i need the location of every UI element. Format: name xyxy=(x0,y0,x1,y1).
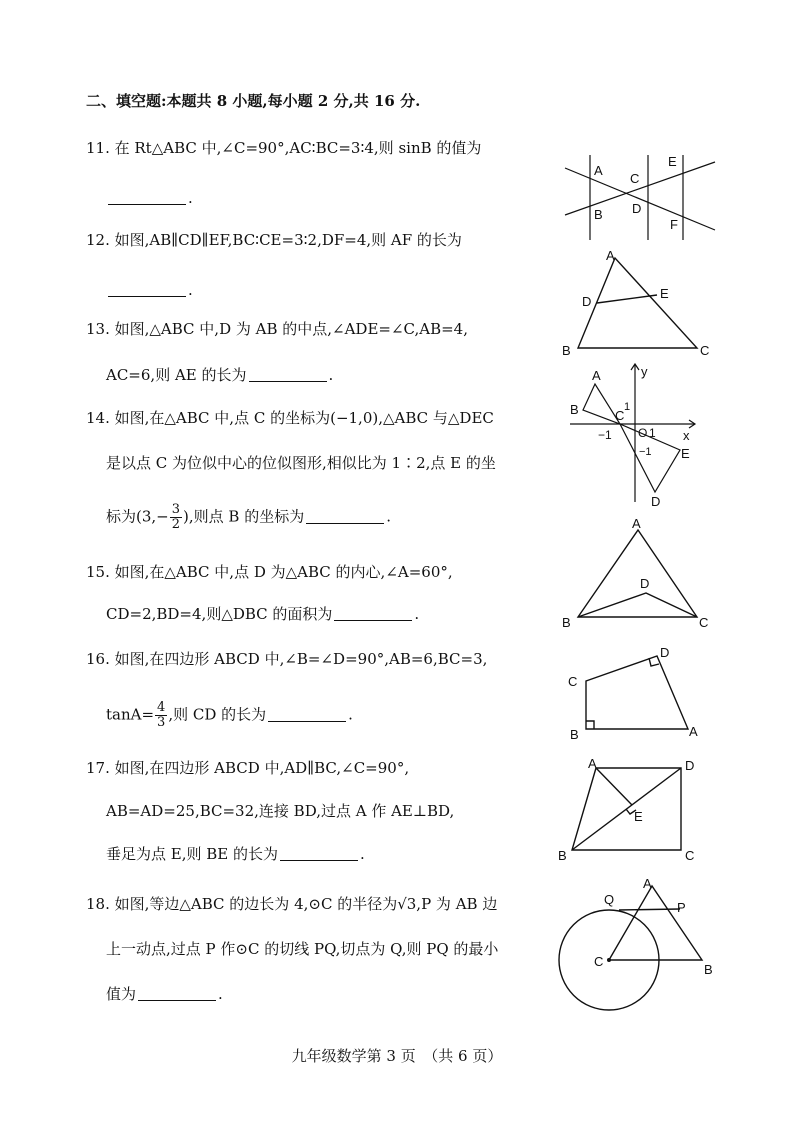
label-D: D xyxy=(632,201,642,216)
question-18-line1: 18. 如图,等边△ABC 的边长为 4,⊙C 的半径为√3,P 为 AB 边 xyxy=(86,895,498,913)
question-16-line1: 16. 如图,在四边形 ABCD 中,∠B=∠D=90°,AB=6,BC=3, xyxy=(86,650,488,668)
label-B: B xyxy=(594,207,603,222)
question-14-line3: 标为(3,− $\frac{3}{2}$ ),则点 B 的坐标为 . xyxy=(106,502,391,532)
label-D: D xyxy=(685,758,695,773)
tick-x-neg1: −1 xyxy=(598,428,612,442)
question-12-line1: 12. 如图,AB∥CD∥EF,BC∶CE=3∶2,DF=4,则 AF 的长为 xyxy=(86,231,462,249)
figure-circle-tangent xyxy=(552,872,732,1017)
question-15-line2: CD=2,BD=4,则△DBC 的面积为 . xyxy=(106,605,420,623)
question-16-line2: tanA= $\frac{4}{3}$ ,则 CD 的长为 . xyxy=(106,700,353,730)
label-C: C xyxy=(685,848,695,863)
label-F: F xyxy=(670,217,678,232)
fraction-four-thirds: $\frac{4}{3}$ xyxy=(157,700,166,730)
label-C: C xyxy=(700,343,710,358)
fraction-three-halves: $\frac{3}{2}$ xyxy=(171,502,181,532)
answer-blank-11[interactable] xyxy=(108,190,186,205)
label-A: A xyxy=(643,876,652,891)
label-E: E xyxy=(634,809,643,824)
label-E: E xyxy=(660,286,669,301)
axis-y-label: y xyxy=(641,364,648,379)
label-D: D xyxy=(651,494,661,509)
question-18-line3: 值为 . xyxy=(106,985,223,1003)
label-B: B xyxy=(570,727,579,742)
label-D: D xyxy=(660,645,670,660)
label-B: B xyxy=(562,343,571,358)
label-C: C xyxy=(699,615,709,630)
label-A: A xyxy=(588,756,597,771)
label-P: P xyxy=(677,900,686,915)
answer-blank-17[interactable] xyxy=(280,846,358,861)
tick-y-neg1: −1 xyxy=(639,446,652,458)
label-B: B xyxy=(704,962,713,977)
label-E: E xyxy=(681,446,690,461)
question-11-line2: . xyxy=(106,187,193,209)
label-B: B xyxy=(558,848,567,863)
axis-x-label: x xyxy=(683,428,690,443)
figure-coordinate-homothety xyxy=(565,362,710,510)
question-15-line1: 15. 如图,在△ABC 中,点 D 为△ABC 的内心,∠A=60°, xyxy=(86,563,453,581)
figure-quadrilateral-right-angles xyxy=(560,643,720,743)
section-title: 二、填空题:本题共 8 小题,每小题 2 分,共 16 分. xyxy=(86,92,421,110)
label-C: C xyxy=(615,408,625,423)
figure-right-trapezoid xyxy=(556,754,716,866)
question-11-line1: 11. 在 Rt△ABC 中,∠C=90°,AC∶BC=3∶4,则 sinB 的值为 xyxy=(86,139,482,157)
page-footer: 九年级数学第 3 页 （共 6 页） xyxy=(291,1047,503,1065)
label-D: D xyxy=(640,576,650,591)
label-C: C xyxy=(630,171,640,186)
label-A: A xyxy=(689,724,698,739)
label-origin: O xyxy=(638,426,648,440)
label-B: B xyxy=(570,402,579,417)
label-A: A xyxy=(592,368,601,383)
label-C: C xyxy=(568,674,578,689)
question-18-line2: 上一动点,过点 P 作⊙C 的切线 PQ,切点为 Q,则 PQ 的最小 xyxy=(106,940,499,958)
question-13-line2: AC=6,则 AE 的长为 . xyxy=(106,366,334,384)
figure-triangle-ade xyxy=(560,248,720,358)
label-E: E xyxy=(668,154,677,169)
answer-blank-15[interactable] xyxy=(334,606,412,621)
tick-y-1: 1 xyxy=(624,401,631,413)
answer-blank-16[interactable] xyxy=(268,707,346,722)
question-14-line1: 14. 如图,在△ABC 中,点 C 的坐标为(−1,0),△ABC 与△DEC xyxy=(86,409,494,427)
label-A: A xyxy=(606,248,615,263)
label-Q: Q xyxy=(604,892,615,907)
label-A: A xyxy=(632,516,641,531)
answer-blank-13[interactable] xyxy=(249,367,327,382)
figure-parallel-lines xyxy=(560,150,720,245)
label-B: B xyxy=(562,615,571,630)
question-14-line2: 是以点 C 为位似中心的位似图形,相似比为 1∶2,点 E 的坐 xyxy=(106,454,496,472)
label-C: C xyxy=(594,954,604,969)
label-A: A xyxy=(594,163,603,178)
answer-blank-14[interactable] xyxy=(306,509,384,524)
question-17-line2: AB=AD=25,BC=32,连接 BD,过点 A 作 AE⊥BD, xyxy=(106,802,455,820)
figure-incenter-triangle xyxy=(560,515,720,630)
answer-blank-12[interactable] xyxy=(108,282,186,297)
tick-x-1: 1 xyxy=(649,426,656,440)
answer-blank-18[interactable] xyxy=(138,986,216,1001)
question-13-line1: 13. 如图,△ABC 中,D 为 AB 的中点,∠ADE=∠C,AB=4, xyxy=(86,320,468,338)
question-17-line1: 17. 如图,在四边形 ABCD 中,AD∥BC,∠C=90°, xyxy=(86,759,410,777)
label-D: D xyxy=(582,294,592,309)
question-12-line2: . xyxy=(106,279,193,301)
question-17-line3: 垂足为点 E,则 BE 的长为 . xyxy=(106,845,365,863)
